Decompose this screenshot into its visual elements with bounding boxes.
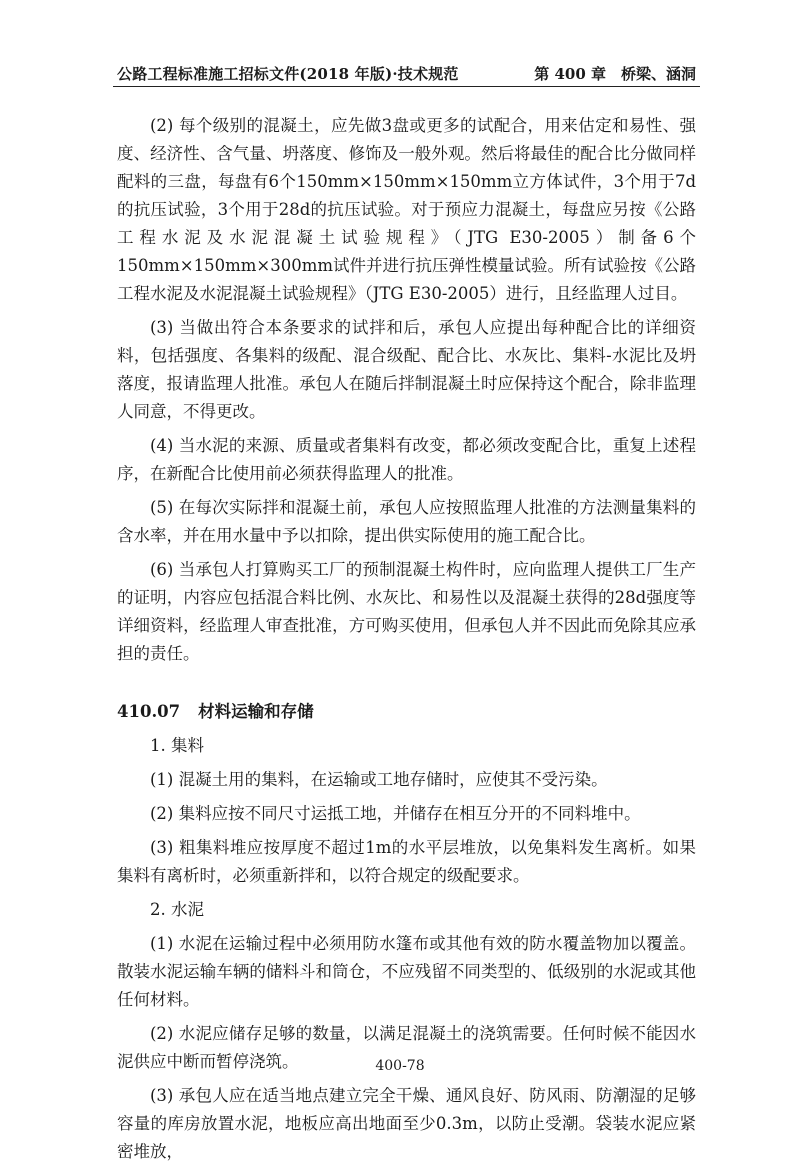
subsection-heading-cement: 2. 水泥 [150,900,204,919]
section-number: 410.07 [117,702,181,721]
page-number: 400-78 [375,1058,425,1074]
paragraph: (1) 混凝土用的集料，在运输或工地存储时，应使其不受污染。 [150,770,608,789]
paragraph: (3) 粗集料堆应按厚度不超过1m的水平层堆放，以免集料发生离析。如果集料有离析时，必须重新拌和，以符合规定的级配要求。 [117,838,696,885]
paragraph: (2) 集料应按不同尺寸运抵工地，并储存在相互分开的不同料堆中。 [150,804,641,823]
paragraph: (6) 当承包人打算购买工厂的预制混凝土构件时，应向监理人提供工厂生产的证明，内容应包括混合料比例、水灰比、和易性以及混凝土获得的28d强度等详细资料，经监理人审查批准，方可购买使用，但承包人并不因此而免除其应承担的责任。 [117,560,696,663]
subsection-heading-aggregate: 1. 集料 [150,736,204,755]
paragraph: (4) 当水泥的来源、质量或者集料有改变，都必须改变配合比，重复上述程序，在新配合比使用前必须获得监理人的批准。 [117,436,696,483]
paragraph: (2) 每个级别的混凝土，应先做3盘或更多的试配合，用来估定和易性、强度、经济性、含气量、坍落度、修饰及一般外观。然后将最佳的配合比分做同样配料的三盘，每盘有6个150mm×150mm×150mm立方体试件，3个用于7d的抗压试验，3个用于28d的抗压试验。对于预应力混凝土，每盘应另按《公路工程水泥及水泥混凝土试验规程》（JTG E30-2005）制备6个150mm×150mm×300mm试件并进行抗压弹性模量试验。所有试验按《公路工程水泥及水泥混凝土试验规程》（JTG E30-2005）进行，且经监理人过目。 [117,116,697,303]
document-title: 公路工程标准施工招标文件(2018 年版)·技术规范 [117,65,459,83]
section-heading [117,698,696,726]
page-body [117,112,696,1172]
header-divider [113,86,700,87]
page-footer [0,1058,800,1074]
section-title: 材料运输和存储 [198,702,314,721]
paragraph: (3) 当做出符合本条要求的试拌和后，承包人应提出每种配合比的详细资料，包括强度、各集料的级配、混合级配、配合比、水灰比、集料-水泥比及坍落度，报请监理人批准。承包人在随后拌制混凝土时应保持这个配合，除非监理人同意，不得更改。 [117,318,696,421]
chapter-title: 第 400 章 桥梁、涵洞 [534,65,696,83]
paragraph: (5) 在每次实际拌和混凝土前，承包人应按照监理人批准的方法测量集料的含水率，并在用水量中予以扣除，提出供实际使用的施工配合比。 [117,498,696,545]
paragraph: (2) 水泥应储存足够的数量，以满足混凝土的浇筑需要。任何时候不能因水泥供应中断而暂停浇筑。 [117,1024,696,1071]
paragraph: (3) 承包人应在适当地点建立完全干燥、通风良好、防风雨、防潮湿的足够容量的库房放置水泥，地板应高出地面至少0.3m，以防止受潮。袋装水泥应紧密堆放， [117,1086,696,1161]
page-header [117,60,696,84]
paragraph: (1) 水泥在运输过程中必须用防水篷布或其他有效的防水覆盖物加以覆盖。散装水泥运输车辆的储料斗和筒仓，不应残留不同类型的、低级别的水泥或其他任何材料。 [117,934,696,1009]
